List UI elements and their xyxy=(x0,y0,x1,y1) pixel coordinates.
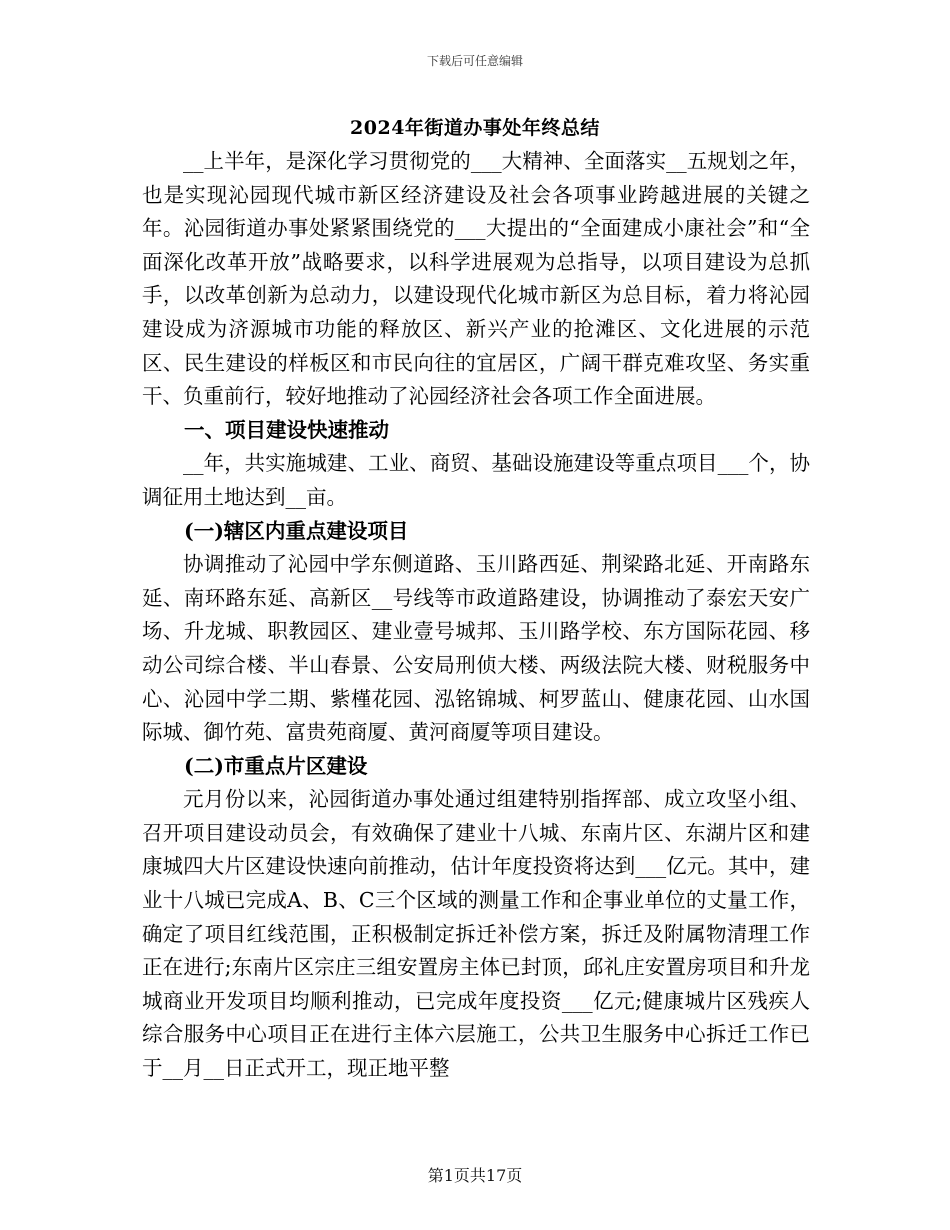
document-body xyxy=(142,145,810,1086)
subsection-2-paragraph: 元月份以来，沁园街道办事处通过组建特别指挥部、成立攻坚小组、召开项目建设动员会，有效确保了建业十八城、东南片区、东湖片区和建康城四大片区建设快速向前推动，估计年度投资将达到___亿元。其中，建业十八城已完成A、B、C三个区域的测量工作和企事业单位的丈量工作，确定了项目红线范围，正积极制定拆迁补偿方案，拆迁及附属物清理工作正在进行;东南片区宗庄三组安置房主体已封顶，邱礼庄安置房项目和升龙城商业开发项目均顺利推动，已完成年度投资___亿元;健康城片区残疾人综合服务中心项目正在进行主体六层施工，公共卫生服务中心拆迁工作已于__月__日正式开工，现正地平整 xyxy=(142,787,810,1081)
subsection-heading-2: (二)市重点片区建设 xyxy=(184,753,368,778)
subsection-1-paragraph: 协调推动了沁园中学东侧道路、玉川路西延、荆梁路北延、开南路东延、南环路东延、高新区__号线等市政道路建设，协调推动了泰宏天安广场、升龙城、职教园区、建业壹号城邦、玉川路学校、东方国际花园、移动公司综合楼、半山春景、公安局刑侦大楼、两级法院大楼、财税服务中心、沁园中学二期、紫槿花园、泓铭锦城、柯罗蓝山、健康花园、山水国际城、御竹苑、富贵苑商厦、黄河商厦等项目建设。 xyxy=(142,552,810,745)
intro-paragraph: __上半年，是深化学习贯彻党的___大精神、全面落实__五规划之年，也是实现沁园现代城市新区经济建设及社会各项事业跨越进展的关键之年。沁园街道办事处紧紧围绕党的___大提出的“全面建成小康社会”和“全面深化改革开放”战略要求，以科学进展观为总指导，以项目建设为总抓手，以改革创新为总动力，以建设现代化城市新区为总目标，着力将沁园建设成为济源城市功能的释放区、新兴产业的抢滩区、文化进展的示范区、民生建设的样板区和市民向往的宜居区，广阔干群克难攻坚、务实重干、负重前行，较好地推动了沁园经济社会各项工作全面进展。 xyxy=(142,149,810,409)
section-1-paragraph: __年，共实施城建、工业、商贸、基础设施建设等重点项目___个，协调征用土地达到__亩。 xyxy=(142,451,810,509)
section-heading-1: 一、项目建设快速推动 xyxy=(184,417,389,442)
document-title: 2024年街道办事处年终总结 xyxy=(350,117,600,139)
subsection-heading-1: (一)辖区内重点建设项目 xyxy=(184,518,409,543)
page-footer: 第1页共17页 xyxy=(427,1166,523,1185)
header-note: 下载后可任意编辑 xyxy=(426,54,523,68)
